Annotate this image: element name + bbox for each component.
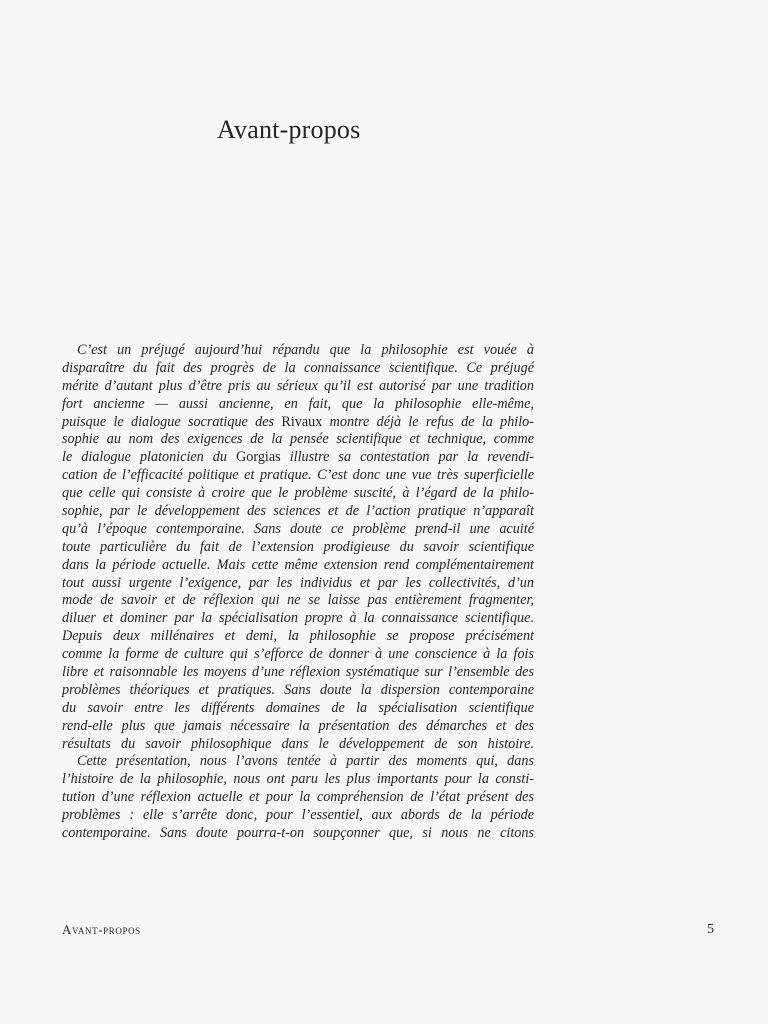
body-paragraph bbox=[62, 342, 534, 843]
text-line bbox=[62, 431, 534, 449]
upright-title-word: Gorgias bbox=[236, 449, 281, 466]
text-line bbox=[62, 557, 534, 575]
text-run: montre déjà le refus de la philo- bbox=[322, 413, 534, 430]
text-line bbox=[62, 682, 534, 700]
text-run: mérite d’autant plus d’être pris au sérieux qu’il est autorisé par une tradition bbox=[62, 377, 534, 394]
text-run: mode de savoir et de réflexion qui ne se laisse pas entièrement fragmenter, bbox=[62, 592, 534, 609]
page-number: 5 bbox=[707, 922, 714, 937]
text-line bbox=[62, 771, 534, 789]
text-line bbox=[62, 575, 534, 593]
text-run: comme la forme de culture qui s’efforce de donner à une conscience à la fois bbox=[62, 646, 534, 663]
text-line bbox=[62, 628, 534, 646]
text-run: Cette présentation, nous l’avons tentée à partir des moments qui, dans bbox=[77, 753, 534, 770]
text-line bbox=[62, 378, 534, 396]
text-run: illustre sa contestation par la revendi- bbox=[280, 449, 535, 466]
text-line bbox=[62, 539, 534, 557]
text-run: contemporaine. Sans doute pourra-t-on soupçonner que, si nous ne citons bbox=[62, 825, 534, 842]
text-line bbox=[62, 360, 534, 378]
text-run: résultats du savoir philosophique dans le développement de son histoire. bbox=[62, 735, 534, 752]
text-run: Depuis deux millénaires et demi, la philosophie se propose précisément bbox=[62, 628, 534, 645]
text-run: l’histoire de la philosophie, nous ont paru les plus importants pour la consti- bbox=[62, 771, 534, 788]
text-line bbox=[62, 700, 534, 718]
text-run: sophie, par le développement des sciences et de l’action pratique n’apparaît bbox=[62, 503, 534, 520]
text-line bbox=[62, 485, 534, 503]
text-line bbox=[62, 521, 534, 539]
text-line bbox=[62, 467, 534, 485]
text-run: le dialogue platonicien du bbox=[62, 449, 237, 466]
text-run: disparaître du fait des progrès de la connaissance scientifique. Ce préjugé bbox=[62, 359, 534, 376]
text-run: puisque le dialogue socratique des bbox=[62, 413, 282, 430]
text-run: sophie au nom des exigences de la pensée scientifique et technique, comme bbox=[62, 431, 534, 448]
text-line bbox=[62, 718, 534, 736]
text-run: tout aussi urgente l’exigence, par les individus et par les collectivités, d’un bbox=[62, 574, 534, 591]
text-line bbox=[62, 825, 534, 843]
page-title: Avant-propos bbox=[217, 115, 361, 144]
text-line bbox=[62, 789, 534, 807]
text-line bbox=[62, 342, 534, 360]
text-line bbox=[62, 646, 534, 664]
text-run: qu’à l’époque contemporaine. Sans doute ce problème prend-il une acuité bbox=[62, 520, 534, 537]
text-line bbox=[62, 414, 534, 432]
text-run: cation de l’efficacité politique et pratique. C’est donc une vue très superficielle bbox=[62, 467, 534, 484]
running-head: Avant-propos bbox=[62, 922, 141, 937]
text-line bbox=[62, 736, 534, 754]
text-run: toute particulière du fait de l’extension prodigieuse du savoir scientifique bbox=[62, 538, 534, 555]
text-run: libre et raisonnable les moyens d’une réflexion systématique sur l’ensemble des bbox=[62, 664, 534, 681]
text-line bbox=[62, 753, 534, 771]
text-line bbox=[62, 449, 534, 467]
text-line bbox=[62, 610, 534, 628]
upright-title-word: Rivaux bbox=[281, 413, 323, 430]
text-run: problèmes théoriques et pratiques. Sans doute la dispersion contemporaine bbox=[62, 681, 534, 698]
text-run: dans la période actuelle. Mais cette même extension rend complémentairement bbox=[62, 556, 534, 573]
text-run: fort ancienne — aussi ancienne, en fait, que la philosophie elle-même, bbox=[62, 395, 534, 412]
text-line bbox=[62, 807, 534, 825]
text-run: diluer et dominer par la spécialisation propre à la connaissance scientifique. bbox=[62, 610, 534, 627]
text-run: rend-elle plus que jamais nécessaire la présentation des démarches et des bbox=[62, 717, 534, 734]
text-run: que celle qui consiste à croire que le problème suscité, à l’égard de la philo- bbox=[62, 485, 534, 502]
text-line bbox=[62, 503, 534, 521]
text-run: du savoir entre les différents domaines de la spécialisation scientifique bbox=[62, 699, 534, 716]
text-line bbox=[62, 396, 534, 414]
text-run: tution d’une réflexion actuelle et pour la compréhension de l’état présent des bbox=[62, 789, 534, 806]
text-run: problèmes : elle s’arrête donc, pour l’essentiel, aux abords de la période bbox=[62, 807, 534, 824]
text-line bbox=[62, 592, 534, 610]
text-run: C’est un préjugé aujourd’hui répandu que la philosophie est vouée à bbox=[77, 342, 534, 358]
text-line bbox=[62, 664, 534, 682]
